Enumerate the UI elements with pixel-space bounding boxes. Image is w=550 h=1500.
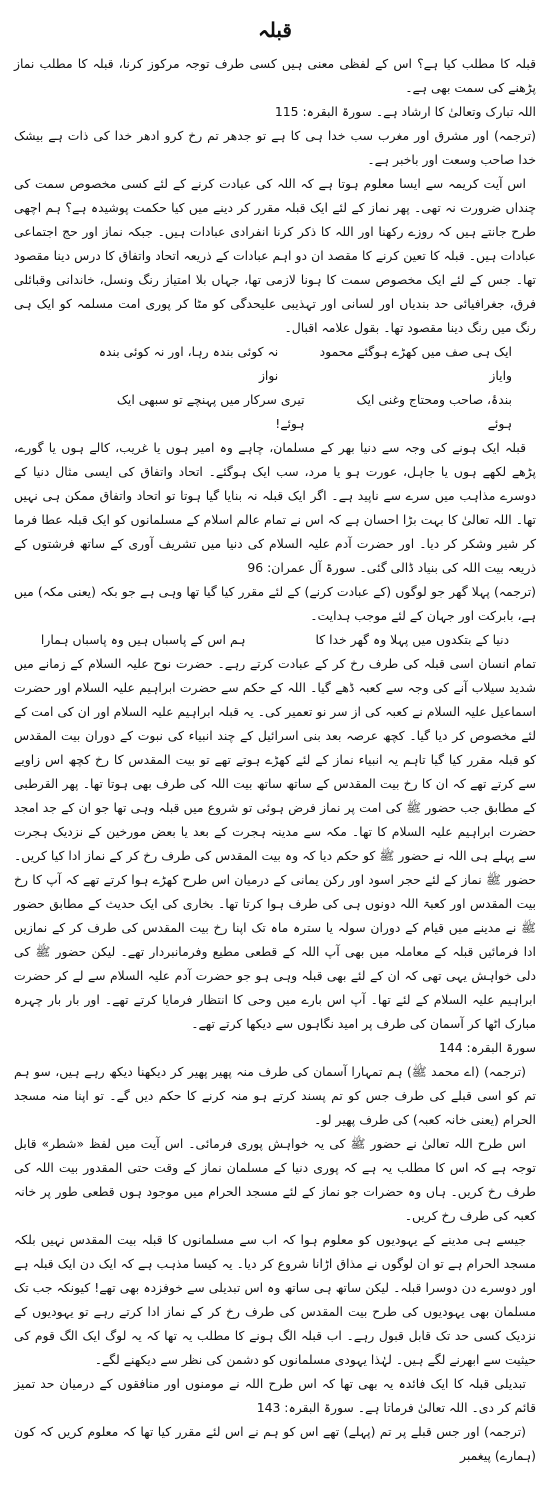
quran-reference: سورۃ البقرہ: 144	[438, 1040, 536, 1055]
translation-paragraph: (ترجمہ) اور جس قبلے پر تم (پہلے) تھے اس کو ہم نے اس لئے مقرر کیا تھا کہ معلوم کریں کہ کون (ہمارے) پیغمبر	[14, 1424, 536, 1463]
poem-line: ہم اس کے پاسباں ہیں وہ پاسباں ہمارا	[40, 632, 246, 647]
paragraph-history: تمام انسان اسی قبلہ کی طرف رخ کر کے عبادت کرتے رہے۔ حضرت نوح علیہ السلام کے زمانے میں شدید سیلاب آنے کی وجہ سے کعبہ ڈھے گیا۔ اللہ کے حکم سے حضرت ابراہیم علیہ السلام اور حضرت اسماعیل علیہ السلام نے کعبہ کی از سر نو تعمیر کی۔ یہ قبلہ ابراہیم علیہ السلام اور ان کی امت کے لئے مخصوص کر دیا گیا۔ کچھ عرصہ بعد بنی اسرائیل کے چند انبیاء کی نبوت کے دوران بیت المقدس کو قبلہ مقرر کیا گیا تاہم یہ انبیاء نماز کے لئے کھڑے ہوتے تھے تو بیت المقدس کا رخ کچھ اس زاویے سے کرتے تھے کہ ان کا رخ بیت المقدس کے ساتھ ساتھ بیت اللہ کی طرف بھی ہوتا تھا۔ پھر القرطبی کے مطابق جب حضور ﷺ کی امت پر نماز فرض ہوئی تو شروع میں قبلہ وہی تھا جو ان کے جد امجد حضرت ابراہیم علیہ السلام کا تھا۔ مکہ سے مدینہ ہجرت کے بعد یا بعض مورخین کے نزدیک ہجرت سے پہلے ہی اللہ نے حضور ﷺ کو حکم دیا کہ وہ بیت المقدس کی طرف رخ کر کے نماز ادا کیا کریں۔ حضور ﷺ نماز کے لئے حجر اسود اور رکن یمانی کے درمیان اس طرح کھڑے ہوا کرتے تھے کہ آپ کا رخ بیت المقدس اور کعبۃ اللہ دونوں ہی کی طرف ہوا کرتا تھا۔ بخاری کی ایک حدیث کے مطابق حضور ﷺ نے مدینے میں قیام کے دوران سولہ یا سترہ ماہ تک اپنا رخ بیت المقدس کی طرف کر کے نمازیں ادا فرمائیں قبلہ کے معاملہ میں بھی آپ اللہ کے قطعی مطیع وفرمانبردار تھے۔ لیکن حضور ﷺ کی دلی خواہش یہی تھی کہ ان کے لئے بھی قبلہ وہی ہو جو حضرت آدم علیہ السلام سے لے کر حضرت ابراہیم علیہ السلام کے لئے تھا۔ آپ اس بارے میں وحی کا انتظار فرمایا کرتے تھے۔ اور بار بار چہرہ مبارک اٹھا کر آسمان کی طرف پر امید نگاہوں سے دیکھا کرتے تھے۔	[14, 656, 536, 1031]
page-title: قبلہ	[258, 18, 292, 42]
poem-line: دنیا کے بتکدوں میں پہلا وہ گھر خدا کا	[315, 632, 510, 647]
translation-paragraph: (ترجمہ) پہلا گھر جو لوگوں (کے عبادت کرنے) کے لئے مقرر کیا گیا تھا وہی ہے جو بکہ (یعنی مکہ) میں ہے، بابرکت اور جہان کے لئے موجب ہدایت۔	[14, 584, 536, 623]
paragraph-shatr: اس طرح اللہ تعالیٰ نے حضور ﷺ کی یہ خواہش پوری فرمائی۔ اس آیت میں لفظ «شطر» قابل توجہ ہے کہ اس کا مطلب یہ ہے کہ پوری دنیا کے مسلمان نماز کے وقت حتی المقدور بیت اللہ کی طرف رخ کریں۔ ہاں وہ حضرات جو نماز کے لئے مسجد الحرام میں موجود ہوں قطعی طور پر خانہ کعبہ کی طرف رخ کریں۔	[14, 1136, 536, 1223]
translation-paragraph: (ترجمہ) اور مشرق اور مغرب سب خدا ہی کا ہے تو جدھر تم رخ کرو ادھر خدا کی ذات ہے بیشک خدا صاحب وسعت اور باخبر ہے۔	[14, 128, 536, 167]
poem-couplet	[14, 628, 536, 652]
paragraph-purpose: اس آیت کریمہ سے ایسا معلوم ہوتا ہے کہ اللہ کی عبادت کرنے کے لئے کسی مخصوص سمت کی چنداں ضرورت نہ تھی۔ پھر نماز کے لئے ایک قبلہ مقرر کر دینے میں کیا حکمت پوشیدہ ہے؟ ہم اچھی طرح جانتے ہیں کہ روزے رکھنا اور اللہ کا ذکر کرنا انفرادی عبادات ہیں۔ جبکہ نماز اور حج اجتماعی عبادات ہیں۔ قبلہ کا تعین کرنے کا مقصد ان دو اہم عبادات کے ذریعہ اتحاد واتفاق کا درس دینا مقصود تھا۔ جس کے لئے ایک مخصوص سمت کا ہونا لازمی تھا، جہاں بلا امتیاز رنگ ونسل، خاندانی وقبائلی فرق، جغرافیائی حد بندیاں اور لسانی اور تہذیبی علیحدگی کو مٹا کر پوری امت مسلمہ کو ایک ہی رنگ میں رنگ دینا مقصود تھا۔ بقول علامہ اقبال۔	[14, 176, 536, 335]
poem-couplet	[14, 340, 536, 388]
paragraph-intro: قبلہ کا مطلب کیا ہے؟ اس کے لفظی معنی ہیں کسی طرف توجہ مرکوز کرنا، قبلہ کا مطلب نماز پڑھنے کی سمت بھی ہے۔	[14, 56, 536, 95]
quran-reference: اللہ تبارک وتعالیٰ کا ارشاد ہے۔ سورۃ البقرہ: 115	[274, 104, 536, 119]
poem-line: نہ کوئی بندہ رہا، اور نہ کوئی بندہ نواز	[98, 344, 279, 383]
poem-line: ایک ہی صف میں کھڑے ہوگئے محمود وایاز	[319, 344, 512, 383]
paragraph-jews: جیسے ہی مدینے کے یہودیوں کو معلوم ہوا کہ اب سے مسلمانوں کا قبلہ بیت المقدس نہیں بلکہ مسجد الحرام ہے تو ان لوگوں نے مذاق اڑانا شروع کر دیا۔ یہ کیسا مذہب ہے کہ ایک دن ایک قبلہ ہے اور دوسرے دن دوسرا قبلہ۔ لیکن ساتھ ہی ساتھ وہ اس تبدیلی سے خوفزدہ بھی تھے! کیونکہ جب تک مسلمان بھی یہودیوں کی طرح بیت المقدس کی طرف رخ کر کے نماز ادا کرتے رہے تو یہودیوں کے نزدیک کسی حد تک قابل قبول رہے۔ اب قبلہ الگ ہونے کا مطلب یہ تھا کہ یہ لوگ ایک الگ قوم کی حیثیت سے ابھرنے لگے ہیں۔ لہٰذا یہودی مسلمانوں کو دشمن کی نظر سے دیکھنے لگے۔	[14, 1232, 536, 1367]
translation-paragraph: (ترجمہ) (اے محمد ﷺ) ہم تمہارا آسمان کی طرف منہ پھیر پھیر کر دیکھنا دیکھ رہے ہیں، سو ہم تم کو اسی قبلے کی طرف جس کو تم پسند کرتے ہو منہ کرنے کا حکم دیں گے۔ تو اپنا منہ مسجد الحرام (یعنی خانہ کعبہ) کی طرف پھیر لو۔	[14, 1064, 536, 1127]
poem-line: تیری سرکار میں پہنچے تو سبھی ایک ہوئے!	[116, 392, 305, 431]
poem-couplet	[14, 388, 536, 436]
poem-line: بندۂ، صاحب ومحتاج وغنی ایک ہوئے	[356, 392, 512, 431]
paragraph-benefit: تبدیلی قبلہ کا ایک فائدہ یہ بھی تھا کہ اس طرح اللہ نے مومنوں اور منافقوں کے درمیان حد تمیز قائم کر دی۔ اللہ تعالیٰ فرماتا ہے۔ سورۃ البقرہ: 143	[14, 1376, 536, 1415]
paragraph-unity: قبلہ ایک ہونے کی وجہ سے دنیا بھر کے مسلمان، چاہے وہ امیر ہوں یا غریب، کالے ہوں یا گورے، پڑھے لکھے ہوں یا جاہل، عورت ہو یا مرد، سب ایک ہوگئے۔ اتحاد واتفاق کی ایسی مثال دنیا کے دوسرے مذاہب میں سرے سے ناپید ہے۔ اگر ایک قبلہ نہ بنایا گیا ہوتا تو اتحاد واتفاق ممکن ہی نہیں تھا۔ اللہ تعالیٰ کا بہت بڑا احسان ہے کہ اس نے تمام عالم اسلام کے مسلمانوں کو ایک قبلہ عطا فرما کر شیر وشکر کر دیا۔ اور حضرت آدم علیہ السلام کی دنیا میں تشریف آوری کے ساتھ فرشتوں کے ذریعہ بیت اللہ کی بنیاد ڈالی گئی۔ سورۃ آل عمران: 96	[14, 440, 536, 575]
